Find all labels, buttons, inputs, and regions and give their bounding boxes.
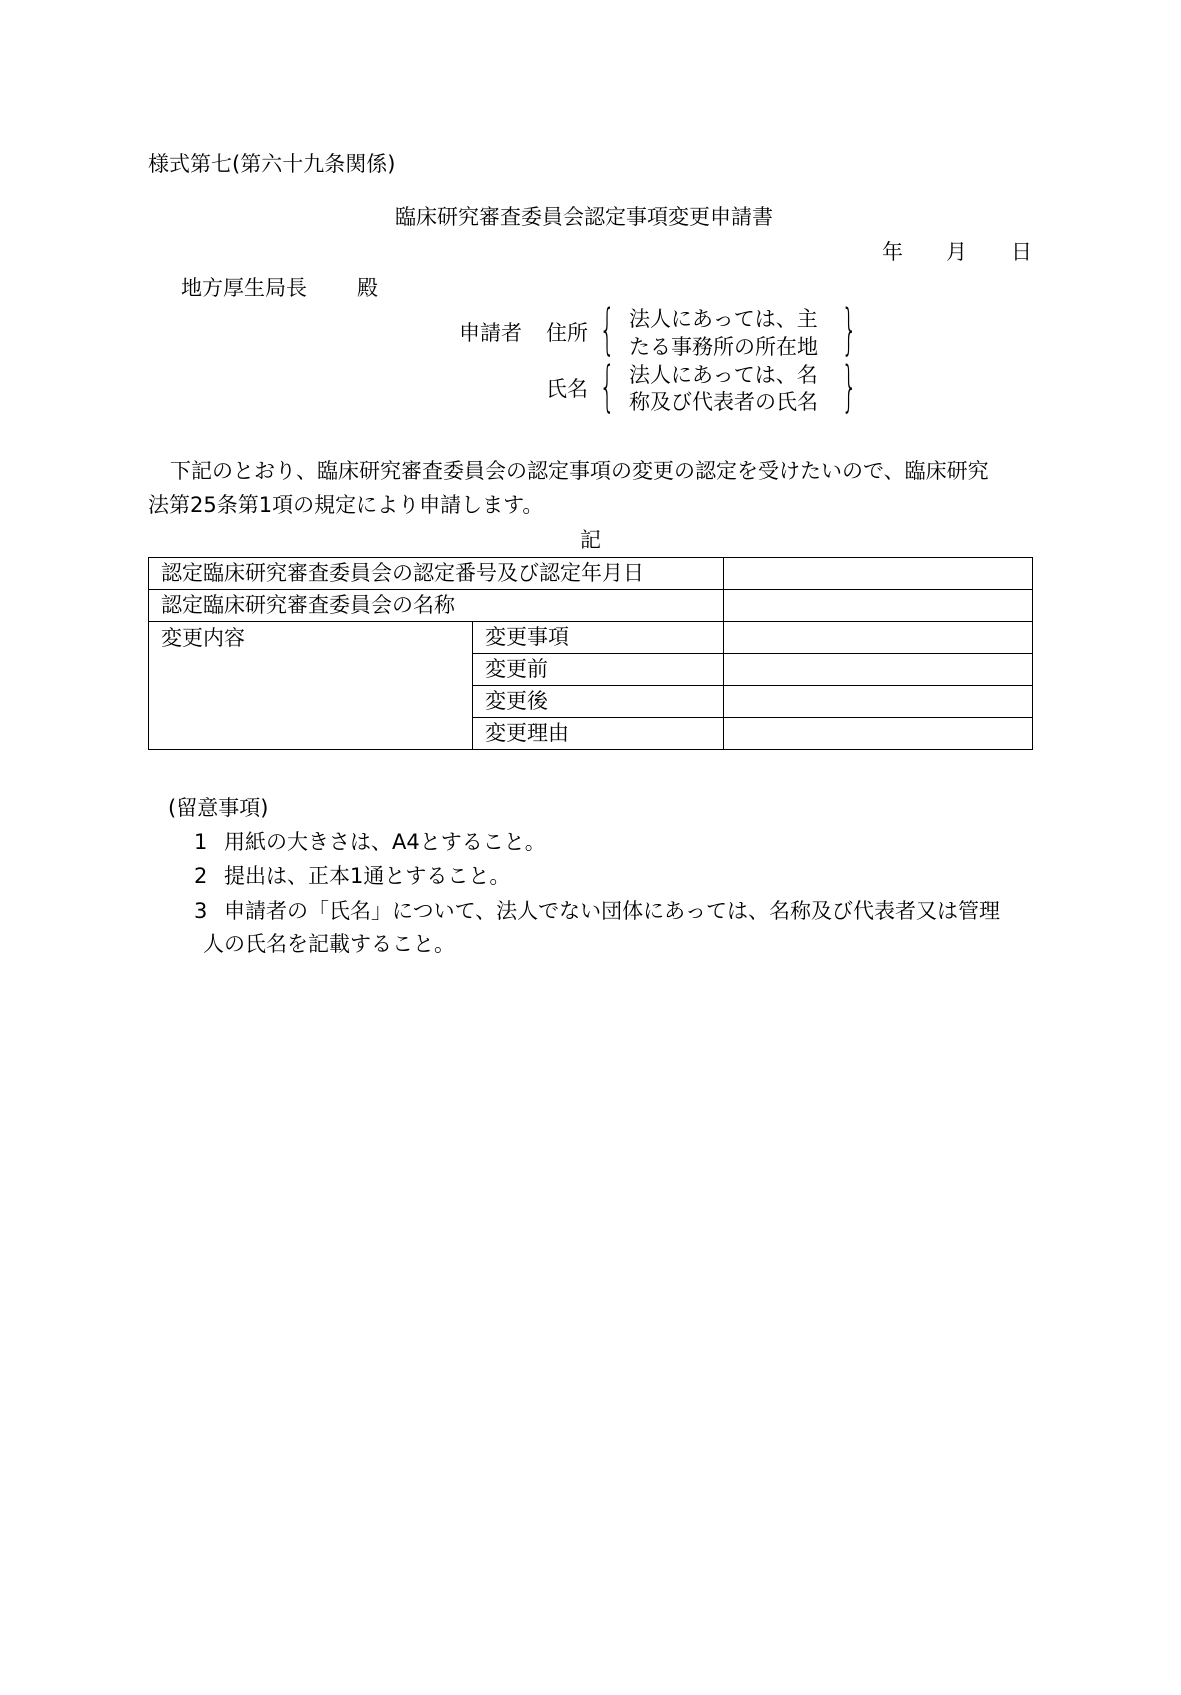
- date-year: 年: [882, 240, 903, 264]
- close-brace: }: [841, 298, 857, 361]
- cert-number-label: 認定臨床研究審査委員会の認定番号及び認定年月日: [149, 558, 724, 590]
- open-brace: {: [599, 298, 615, 361]
- before-change-label: 変更前: [473, 654, 724, 686]
- address-note-line1: 法人にあっては、主: [629, 307, 818, 331]
- date-day: 日: [1011, 240, 1032, 264]
- ki-label: 記: [580, 528, 601, 552]
- after-change-label: 変更後: [473, 686, 724, 718]
- table-row: [149, 558, 1033, 590]
- note-text-continuation: 人の氏名を記載すること。: [203, 932, 455, 956]
- note-text: 申請者の「氏名」について、法人でない団体にあっては、名称及び代表者又は管理: [224, 899, 1000, 923]
- address-note-line2: たる事務所の所在地: [629, 335, 818, 359]
- addressee-honorific: 殿: [357, 276, 378, 300]
- table-row: [149, 590, 1033, 622]
- body-line1: 下記のとおり、臨床研究審査委員会の認定事項の変更の認定を受けたいので、臨床研究: [170, 459, 989, 483]
- close-brace: }: [841, 355, 857, 418]
- body-line2: 法第25条第1項の規定により申請します。: [148, 493, 544, 517]
- document-title: 臨床研究審査委員会認定事項変更申請書: [395, 205, 773, 229]
- change-content-label: 変更内容: [149, 622, 473, 750]
- committee-name-label: 認定臨床研究審査委員会の名称: [149, 590, 724, 622]
- committee-name-value[interactable]: [724, 590, 1033, 622]
- open-brace: {: [599, 355, 615, 418]
- name-note-line1: 法人にあっては、名: [629, 363, 818, 387]
- note-number: 3: [194, 899, 208, 923]
- note-number: 2: [194, 864, 208, 888]
- after-change-value[interactable]: [724, 686, 1033, 718]
- change-table: [148, 557, 1033, 750]
- name-note-line2: 称及び代表者の氏名: [629, 390, 818, 414]
- change-reason-label: 変更理由: [473, 718, 724, 750]
- address-label: 住所: [546, 321, 588, 345]
- before-change-value[interactable]: [724, 654, 1033, 686]
- cert-number-value[interactable]: [724, 558, 1033, 590]
- name-label: 氏名: [546, 377, 588, 401]
- note-text: 用紙の大きさは、A4とすること。: [224, 830, 546, 854]
- change-item-value[interactable]: [724, 622, 1033, 654]
- date-month: 月: [946, 240, 967, 264]
- addressee-name: 地方厚生局長: [181, 276, 307, 300]
- note-number: 1: [194, 830, 208, 854]
- change-item-label: 変更事項: [473, 622, 724, 654]
- applicant-label: 申請者: [459, 321, 522, 345]
- form-label: 様式第七(第六十九条関係): [148, 152, 396, 176]
- change-reason-value[interactable]: [724, 718, 1033, 750]
- table-row: [149, 622, 1033, 654]
- note-text: 提出は、正本1通とすること。: [224, 864, 511, 888]
- notes-heading: (留意事項): [168, 796, 269, 820]
